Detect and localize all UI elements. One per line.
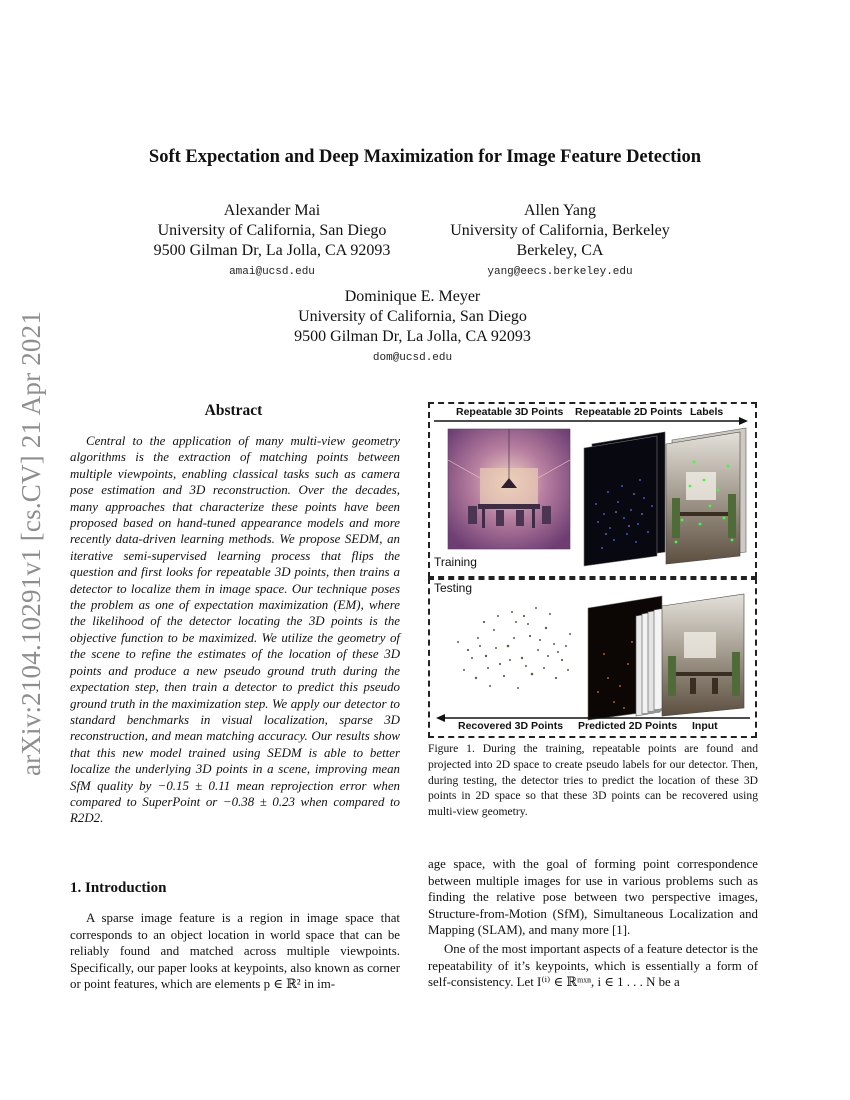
introduction-heading: 1. Introduction xyxy=(70,880,167,896)
author-name: Allen Yang xyxy=(523,202,596,219)
author-block-2 xyxy=(436,201,684,280)
testing-label: Testing xyxy=(434,581,473,595)
intro-paragraph-2: One of the most important aspects of a feature detector is the repeatability of it’s keypoints, which is essentially a form of self-consistency. Let I⁽ⁱ⁾ ∈ ℝᵐˣⁿ, i ∈ 1 . . . N be a xyxy=(428,942,758,990)
author-email[interactable]: yang@eecs.berkeley.edu xyxy=(487,266,633,278)
author-address: 9500 Gilman Dr, La Jolla, CA 92093 xyxy=(153,242,391,259)
author-email[interactable]: amai@ucsd.edu xyxy=(229,266,315,278)
author-affiliation: University of California, Berkeley xyxy=(450,222,670,239)
author-name: Dominique E. Meyer xyxy=(344,288,481,305)
author-affiliation: University of California, San Diego xyxy=(157,222,387,239)
author-name: Alexander Mai xyxy=(223,202,321,219)
author-block-1 xyxy=(140,201,404,280)
arrowhead-left xyxy=(436,714,445,722)
figure-1 xyxy=(428,402,757,738)
intro-paragraph-1-left: A sparse image feature is a region in image space that corresponds to an object location in world space that can be reliably found and matched across multiple viewpoints. Specifically, our paper looks at keypoints, also known as corner or point features, which are elements p ∈ ℝ² in im- xyxy=(70,911,400,992)
label-recovered-3d: Recovered 3D Points xyxy=(458,720,564,732)
author-block-3 xyxy=(280,287,545,366)
intro-paragraph-1-right: age space, with the goal of forming point correspondence between multiple images for use in various problems such as finding the relative pose between two perspective images, Structure-from-Motion (SfM), Simultaneous Localization and Mapping (SLAM), and many more [1]. xyxy=(428,857,758,938)
repeatable-2d-stack xyxy=(584,432,665,566)
arrowhead-right xyxy=(739,417,748,425)
training-label: Training xyxy=(434,555,477,569)
recovered-point-cloud xyxy=(457,607,571,689)
input-image-stack xyxy=(636,594,744,716)
arxiv-stamp xyxy=(4,290,60,796)
label-repeatable-2d: Repeatable 2D Points xyxy=(575,406,683,418)
labels-photo xyxy=(666,428,746,564)
author-affiliation: University of California, San Diego xyxy=(298,308,527,325)
label-repeatable-3d: Repeatable 3D Points xyxy=(456,406,564,418)
abstract-heading: Abstract xyxy=(204,402,263,419)
label-predicted-2d: Predicted 2D Points xyxy=(578,720,678,732)
arxiv-stamp-text: arXiv:2104.10291v1 [cs.CV] 21 Apr 2021 xyxy=(16,310,47,776)
room-render-image xyxy=(448,429,570,549)
figure-graphic xyxy=(428,402,757,738)
label-labels: Labels xyxy=(690,406,724,418)
figure-caption: Figure 1. During the training, repeatable points are found and projected into 2D space to create pseudo labels for our detector. Then, during testing, the detector tries to predict the location of these 3D points in 2D space so that these 3D points can be recovered using multi-view geometry. xyxy=(428,742,758,819)
label-input: Input xyxy=(692,720,718,732)
paper-title: Soft Expectation and Deep Maximization for Image Feature Detection xyxy=(148,147,702,167)
author-address: 9500 Gilman Dr, La Jolla, CA 92093 xyxy=(294,328,531,345)
abstract-body: Central to the application of many multi-view geometry algorithms is the extraction of matching points between multiple viewpoints, enabling classical tasks such as camera pose estimation and 3D reconstruction. Over the decades, many approaches that characterize these points have been proposed based on hand-tuned appearance models and more recently data-driven learning methods. We propose SEDM, an iterative semi-supervised learning process that flips the question and first looks for repeatable 3D points, then trains a detector to localize them in image space. Our technique poses the problem as one of expectation maximization (EM), where the likelihood of the detector locating the 3D points is the objective function to be maximized. We utilize the geometry of the scene to refine the estimates of the location of these 3D points and produce a new pseudo ground truth during the expectation step, then train a detector to predict this pseudo ground truth in the maximization step. We apply our detector to standard benchmarks in visual localization, sparse 3D reconstruction, and mean matching accuracy. Our results show that this new model trained using SEDM is able to better localize the underlying 3D points in a scene, improving mean SfM quality by −0.15 ± 0.11 mean reprojection error when compared to SuperPoint or −0.38 ± 0.23 when compared to R2D2. xyxy=(70,434,400,826)
author-address: Berkeley, CA xyxy=(516,242,604,259)
author-email[interactable]: dom@ucsd.edu xyxy=(372,352,453,364)
